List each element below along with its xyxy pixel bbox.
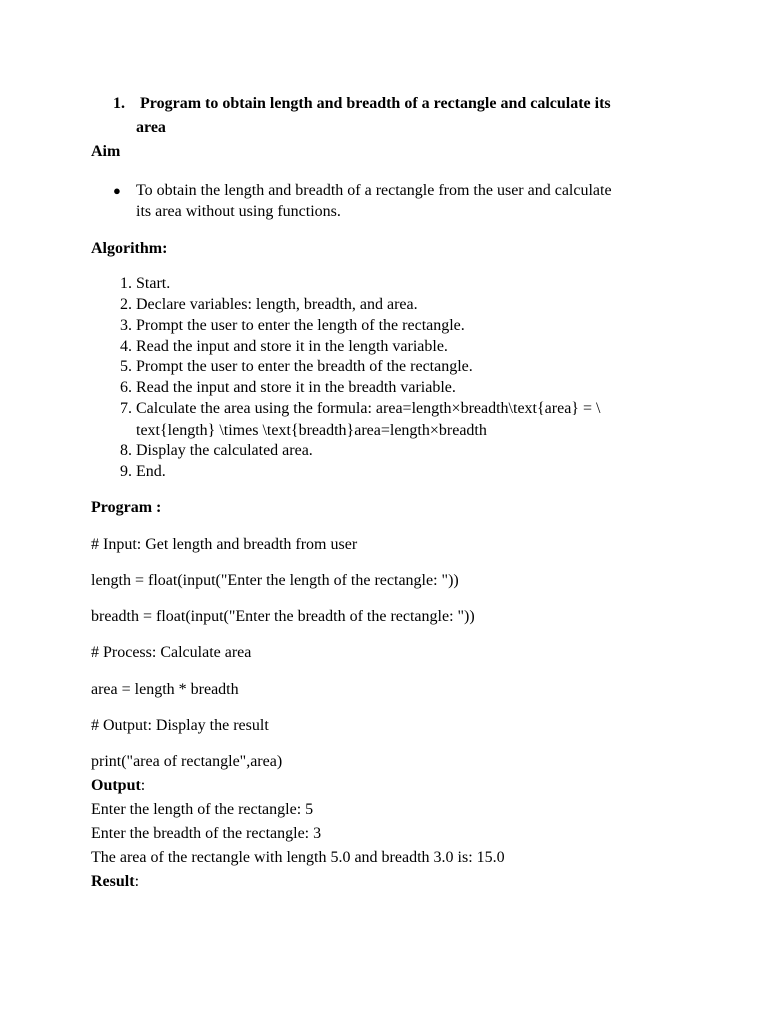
step-text: End. [136, 463, 166, 480]
aim-text-line-2: its area without using functions. [136, 203, 341, 220]
output-line: The area of the rectangle with length 5.0 and breadth 3.0 is: 15.0 [91, 849, 505, 866]
code-line: # Input: Get length and breadth from user [91, 536, 358, 553]
output-heading-colon: : [140, 777, 146, 794]
step-number: 1. [120, 275, 132, 292]
step-text: Prompt the user to enter the length of the rectangle. [136, 317, 465, 334]
step-text: Calculate the area using the formula: area=length×breadth\text{area} = \ [136, 400, 601, 417]
step-text: Read the input and store it in the breadth variable. [136, 379, 456, 396]
algorithm-heading: Algorithm: [91, 240, 168, 257]
code-line: breadth = float(input("Enter the breadth of the rectangle: ")) [91, 608, 475, 625]
result-heading-colon: : [134, 873, 140, 890]
step-number: 3. [120, 317, 132, 334]
code-line: # Output: Display the result [91, 717, 269, 734]
result-heading [91, 872, 139, 892]
result-heading-label: Result [91, 873, 135, 890]
title-line-1: Program to obtain length and breadth of a rectangle and calculate its [140, 95, 611, 112]
output-heading [91, 776, 145, 796]
step-number: 2. [120, 296, 132, 313]
step-number: 4. [120, 338, 132, 355]
step-text: Display the calculated area. [136, 442, 313, 459]
step-number: 6. [120, 379, 132, 396]
step-text: Prompt the user to enter the breadth of the rectangle. [136, 358, 473, 375]
title-line-2: area [136, 119, 166, 136]
program-heading: Program : [91, 499, 162, 516]
step-number: 5. [120, 358, 132, 375]
step-number: 9. [120, 463, 132, 480]
code-line: print("area of rectangle",area) [91, 753, 283, 770]
code-line: # Process: Calculate area [91, 644, 252, 661]
aim-heading: Aim [91, 143, 121, 160]
output-line: Enter the breadth of the rectangle: 3 [91, 825, 322, 842]
code-line: area = length * breadth [91, 681, 239, 698]
step-number: 7. [120, 400, 132, 417]
bullet-icon: ● [113, 183, 121, 198]
aim-text-line-1: To obtain the length and breadth of a rectangle from the user and calculate [136, 182, 612, 199]
step-text: Declare variables: length, breadth, and area. [136, 296, 418, 313]
step-number: 8. [120, 442, 132, 459]
output-line: Enter the length of the rectangle: 5 [91, 801, 314, 818]
step-text: Read the input and store it in the length variable. [136, 338, 448, 355]
output-heading-label: Output [91, 777, 141, 794]
code-line: length = float(input("Enter the length of the rectangle: ")) [91, 572, 459, 589]
title-number: 1. [113, 95, 125, 112]
step-text: Start. [136, 275, 171, 292]
step-text-continued: text{length} \times \text{breadth}area=length×breadth [136, 422, 487, 439]
